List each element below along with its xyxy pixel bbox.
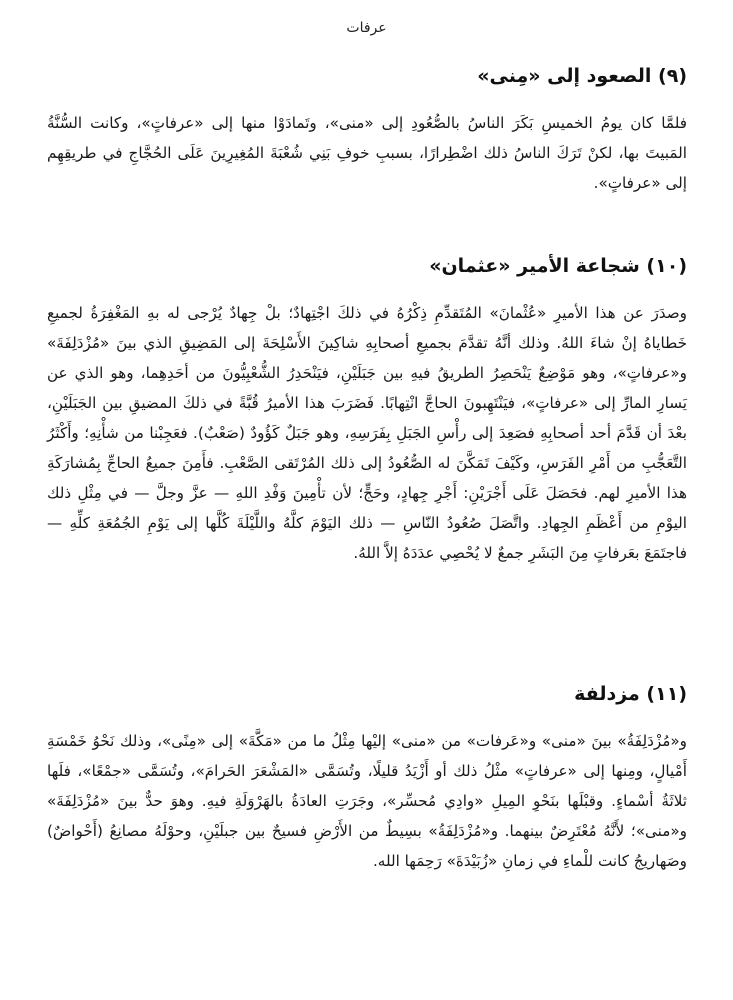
section-heading: (٩) الصعود إلى «مِنى» [477,65,687,87]
section-heading: (١٠) شجاعة الأمير «عثمان» [429,255,687,277]
section-heading: (١١) مزدلفة [574,683,687,705]
section-paragraph: وصدَرَ عن هذا الأميرِ «عُثْمانَ» المُتَقدِّمِ ذِكْرُهُ في ذلكَ اجْتِهادٌ؛ بلْ جِهادٌ يُرْجى له بهِ المَغْفِرَةُ لجميعِ خَطاياهُ إنْ شاءَ اللهُ. وذلك أنَّهُ تقدَّمَ بجميعِ أصحابِهِ شاكِينَ الأَسْلِحَةَ إلى المَضِيقِ الذي بينَ «مُزْدَلِفَةَ» و«عرفاتٍ»، وهو مَوْضِعٌ يَنْحَصِرُ الطريقُ فيهِ بين جَبَلَيْنِ، فيَنْحَدِرُ الشُّعْبِيُّونَ من أحَدِهِما، وهو الذي عن يَسارِ المارِّ إلى «عرفاتٍ»، فيَنْتَهِبونَ الحاجَّ انْتِهابًا. فَضَرَبَ هذا الأميرُ قُبَّةً في ذلكَ المضيقِ بين الجَبَلَيْنِ، بعْدَ أن قَدَّمَ أحد أصحابِهِ فصَعِدَ إلى رأْسِ الجَبَلِ بِفَرَسِهِ، وهو جَبَلٌ كَؤُودٌ (صَعْبٌ). فعَجِبْنا من شأْنِهِ؛ وأَكْثَرُ التَّعَجُّبِ من أَمْرِ الفَرَسِ، وكَيْفَ تَمَكَّنَ له الصُّعُودُ إلى ذلك المُرْتَقى الصَّعْبِ. فأَمِنَ جميعُ الحاجِّ بِمُشارَكَةِ هذا الأميرِ لهم. فحَصَلَ عَلَى أَجْرَيْنِ: أَجْرِ جِهادٍ، وحَجٍّ؛ لأن تأْمِينَ وَفْدِ اللهِ — عزَّ وجلَّ — في مِثْلِ ذلك اليوْمِ من أَعْظَمِ الجِهادِ. واتَّصَلَ صُعُودُ النّاسِ — ذلك اليَوْمَ كلَّهُ واللَّيْلَةَ كُلَّها إلى يَوْمِ الجُمُعَةِ كلِّهِ — فاجتَمَعَ بعَرفاتٍ مِنَ البَشَرِ جمعٌ لا يُحْصِي عدَدَهُ إلاَّ اللهُ. [47,304,687,562]
section-paragraph: فلمَّا كان يومُ الخميسِ بَكَرَ الناسُ بالصُّعُودِ إلى «منى»، وتَمادَوْا منها إلى «عرفاتٍ»، وكانت السُّنَّةُ المَبيتَ بها، لكنْ تَرَكَ الناسُ ذلك اضْطِرارًا، بسببِ خوفِ بَنِي شُعْبَةَ المُغِيرِينَ عَلَى الحُجَّاجِ في طريقِهِم إلى «عرفاتٍ». [47,114,687,192]
section-ascent-to-mina [47,62,687,198]
section-muzdalifa [47,680,687,876]
section-emir-uthman-courage [47,252,687,568]
section-paragraph: و«مُزْدَلِفَةُ» بينَ «منى» و«عَرفات» من «منى» إليْها مِثْلُ ما من «مَكَّةَ» إلى «مِنًى»، وذلك نَحْوُ خَمْسَةِ أَمْيالٍ، ومِنها إلى «عرفاتٍ» مثْلُ ذلك أو أَزْيَدُ قليلًا، وتُسَمَّى «المَشْعَرَ الحَرامَ»، وتُسَمَّى «جمْعًا»، فلَها ثلاثَةُ أسْماءٍ. وقبْلَها بنَحْوِ المِيلِ «وادِي مُحسِّر»، وجَرَتِ العادَةُ بالهَرْوَلَةِ فيهِ. وهوَ حدٌّ بينَ «مُزْدَلِفَةَ» و«منى»؛ لأَنَّهُ مُعْتَرِضٌ بينهما. و«مُزْدَلِفَةُ» بسِيطٌ من الأَرْضِ فسيحٌ بين جبلَيْنِ، وحوْلَهُ مصانِعُ (أَحْواضٌ) وصَهاريجُ كانت للْماءِ في زمانِ «زُبَيْدَةَ» رَحِمَها الله. [47,732,687,870]
running-head: عرفات [346,20,387,36]
